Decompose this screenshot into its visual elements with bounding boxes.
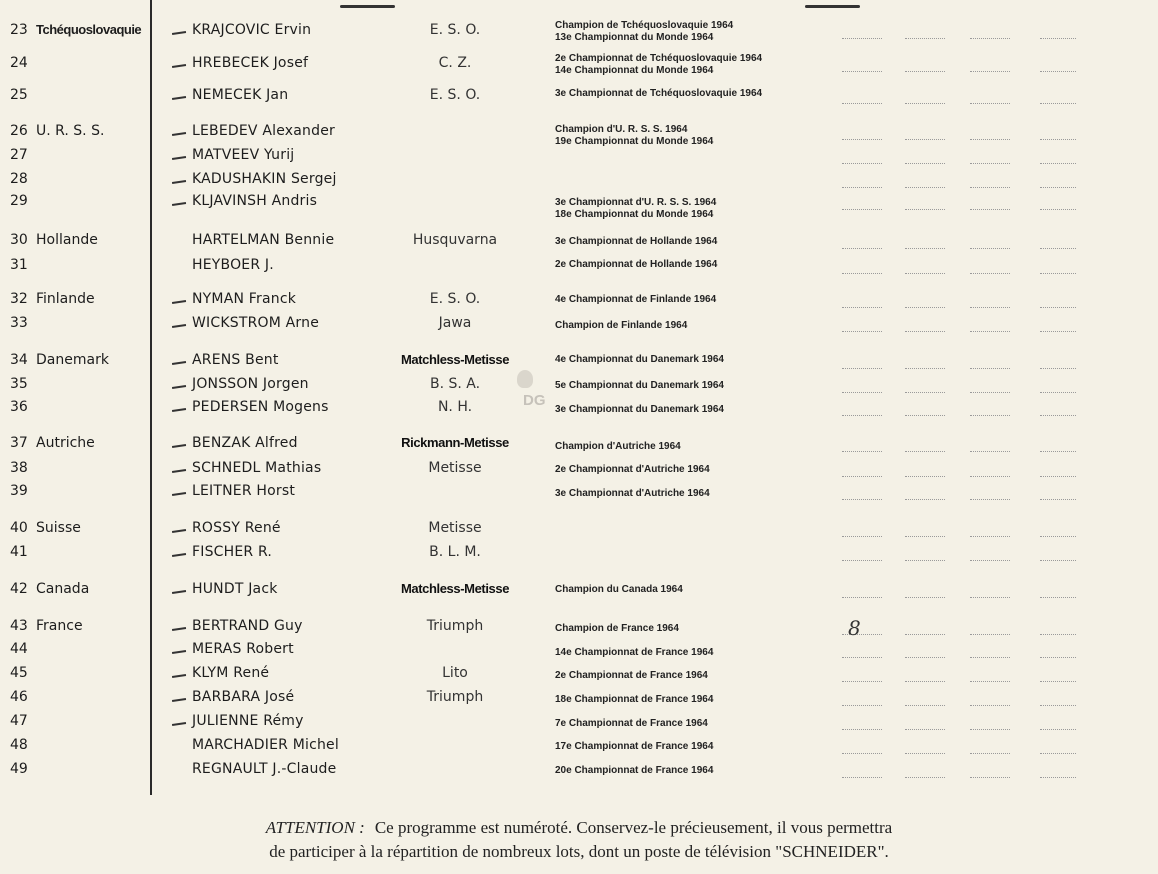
score-blank xyxy=(842,777,882,778)
rider-number: 45 xyxy=(10,665,28,681)
score-blank xyxy=(842,248,882,249)
rider-number: 27 xyxy=(10,147,28,163)
score-blank xyxy=(842,476,882,477)
score-blank xyxy=(970,103,1010,104)
score-blank xyxy=(1040,681,1076,682)
score-blank xyxy=(970,476,1010,477)
score-blank xyxy=(970,499,1010,500)
pencil-tick-mark xyxy=(172,722,186,725)
rider-row xyxy=(0,22,1158,42)
rider-name: LEBEDEV Alexander xyxy=(192,123,335,139)
score-blank xyxy=(1040,657,1076,658)
score-blank xyxy=(842,729,882,730)
rider-name: ARENS Bent xyxy=(192,352,279,368)
rider-number: 25 xyxy=(10,87,28,103)
rider-results xyxy=(555,404,724,416)
score-blank xyxy=(905,597,945,598)
rider-number: 48 xyxy=(10,737,28,753)
rider-number: 33 xyxy=(10,315,28,331)
rider-name: KADUSHAKIN Sergej xyxy=(192,171,337,187)
rider-name: MATVEEV Yurij xyxy=(192,147,295,163)
score-blank xyxy=(1040,415,1076,416)
rider-row xyxy=(0,315,1158,335)
motorcycle-make: Triumph xyxy=(426,689,484,705)
score-blank xyxy=(905,248,945,249)
motorcycle-make: E. S. O. xyxy=(429,22,481,38)
score-blank xyxy=(1040,597,1076,598)
score-blank xyxy=(970,597,1010,598)
motorcycle-make: Triumph xyxy=(426,618,484,634)
result-line: 7e Championnat de France 1964 xyxy=(555,718,708,729)
pencil-tick-mark xyxy=(172,590,186,593)
score-blank xyxy=(905,536,945,537)
score-blank xyxy=(842,753,882,754)
rider-row xyxy=(0,147,1158,167)
top-mark-right xyxy=(805,5,860,8)
footer-line-1: Ce programme est numéroté. Conservez-le précieusement, il vous permettra xyxy=(374,818,893,837)
rider-results xyxy=(555,765,713,777)
rider-results xyxy=(555,124,713,148)
score-blank xyxy=(842,273,882,274)
motorcycle-make: Metisse xyxy=(428,520,482,536)
rider-name: HARTELMAN Bennie xyxy=(192,232,335,248)
score-blank xyxy=(842,597,882,598)
country-name: Finlande xyxy=(36,291,95,307)
score-blank xyxy=(905,705,945,706)
score-blank xyxy=(905,163,945,164)
rider-results xyxy=(555,236,717,248)
score-blank xyxy=(905,209,945,210)
result-line: 19e Championnat du Monde 1964 xyxy=(555,136,714,147)
rider-results xyxy=(555,88,762,100)
rider-row xyxy=(0,713,1158,733)
score-blank xyxy=(970,187,1010,188)
stamp-text: DG xyxy=(523,392,546,409)
rider-name: MERAS Robert xyxy=(192,641,294,657)
score-blank xyxy=(905,38,945,39)
rider-results xyxy=(555,718,708,730)
motorcycle-make: Matchless-Metisse xyxy=(400,581,510,596)
pencil-tick-mark xyxy=(172,444,186,447)
pencil-tick-mark xyxy=(172,674,186,677)
score-blank xyxy=(1040,777,1076,778)
result-line: 5e Championnat du Danemark 1964 xyxy=(555,380,724,391)
motorcycle-make: Lito xyxy=(442,665,468,681)
score-blank xyxy=(905,657,945,658)
result-line: 18e Championnat de France 1964 xyxy=(555,694,714,705)
pencil-tick-mark xyxy=(172,698,186,701)
motorcycle-make: Husquvarna xyxy=(412,232,498,248)
rider-row xyxy=(0,55,1158,75)
result-line: Champion d'U. R. S. S. 1964 xyxy=(555,124,688,135)
pencil-tick-mark xyxy=(172,156,186,159)
result-line: Champion de France 1964 xyxy=(555,623,679,634)
score-blank xyxy=(905,560,945,561)
rider-row xyxy=(0,352,1158,372)
rider-number: 40 xyxy=(10,520,28,536)
score-blank xyxy=(905,392,945,393)
score-blank xyxy=(970,777,1010,778)
country-name: Danemark xyxy=(36,352,109,368)
rider-results xyxy=(555,741,713,753)
rider-number: 28 xyxy=(10,171,28,187)
pencil-tick-mark xyxy=(172,385,186,388)
rider-row xyxy=(0,291,1158,311)
result-line: 4e Championnat du Danemark 1964 xyxy=(555,354,724,365)
score-blank xyxy=(1040,71,1076,72)
score-blank xyxy=(970,38,1010,39)
rider-row xyxy=(0,193,1158,220)
rider-row xyxy=(0,689,1158,709)
rider-row xyxy=(0,257,1158,277)
score-blank xyxy=(905,71,945,72)
score-blank xyxy=(905,753,945,754)
score-blank xyxy=(970,753,1010,754)
result-line: 2e Championnat d'Autriche 1964 xyxy=(555,464,710,475)
rider-name: HUNDT Jack xyxy=(192,581,278,597)
rider-row xyxy=(0,641,1158,661)
rider-number: 43 xyxy=(10,618,28,634)
rider-row xyxy=(0,737,1158,757)
score-blank xyxy=(970,139,1010,140)
rider-results xyxy=(555,464,710,476)
score-blank xyxy=(1040,753,1076,754)
rider-number: 23 xyxy=(10,22,28,38)
score-blank xyxy=(1040,38,1076,39)
score-blank xyxy=(1040,103,1076,104)
score-blank xyxy=(842,415,882,416)
score-blank xyxy=(1040,187,1076,188)
score-blank xyxy=(842,209,882,210)
score-blank xyxy=(842,451,882,452)
rider-number: 44 xyxy=(10,641,28,657)
rider-results xyxy=(555,197,716,221)
result-line: 18e Championnat du Monde 1964 xyxy=(555,209,714,220)
result-line: Champion de Tchéquoslovaquie 1964 xyxy=(555,20,734,31)
rider-results xyxy=(555,694,713,706)
rider-number: 30 xyxy=(10,232,28,248)
score-blank xyxy=(842,331,882,332)
pencil-tick-mark xyxy=(172,132,186,135)
motorcycle-make: Metisse xyxy=(428,460,482,476)
rider-results xyxy=(555,259,717,271)
result-line: 2e Championnat de Hollande 1964 xyxy=(555,259,718,270)
rider-row xyxy=(0,171,1158,191)
score-blank xyxy=(842,38,882,39)
score-blank xyxy=(970,729,1010,730)
result-line: 3e Championnat du Danemark 1964 xyxy=(555,404,724,415)
score-blank xyxy=(1040,368,1076,369)
pencil-tick-mark xyxy=(172,469,186,472)
rider-number: 24 xyxy=(10,55,28,71)
score-blank xyxy=(1040,331,1076,332)
rider-name: PEDERSEN Mogens xyxy=(192,399,329,415)
rider-name: FISCHER R. xyxy=(192,544,273,560)
rider-name: BENZAK Alfred xyxy=(192,435,298,451)
score-blank xyxy=(842,499,882,500)
score-blank xyxy=(970,163,1010,164)
result-line: 2e Championnat de France 1964 xyxy=(555,670,708,681)
rider-name: MARCHADIER Michel xyxy=(192,737,339,753)
rider-results xyxy=(555,441,681,453)
result-line: 3e Championnat d'Autriche 1964 xyxy=(555,488,710,499)
score-blank xyxy=(905,307,945,308)
pencil-tick-mark xyxy=(172,180,186,183)
rider-results xyxy=(555,380,724,392)
rider-name: LEITNER Horst xyxy=(192,483,296,499)
score-blank xyxy=(905,139,945,140)
result-line: 17e Championnat de France 1964 xyxy=(555,741,714,752)
rider-number: 38 xyxy=(10,460,28,476)
score-blank xyxy=(1040,729,1076,730)
rider-number: 37 xyxy=(10,435,28,451)
rider-name: HREBECEK Josef xyxy=(192,55,309,71)
handwritten-mark: 8 xyxy=(848,616,861,640)
score-blank xyxy=(970,331,1010,332)
rider-results xyxy=(555,623,679,635)
rider-number: 34 xyxy=(10,352,28,368)
pencil-tick-mark xyxy=(172,408,186,411)
score-blank xyxy=(842,681,882,682)
score-blank xyxy=(842,307,882,308)
score-blank xyxy=(1040,634,1076,635)
score-blank xyxy=(970,273,1010,274)
rider-name: REGNAULT J.-Claude xyxy=(192,761,337,777)
score-blank xyxy=(1040,273,1076,274)
rider-results xyxy=(555,354,724,366)
score-blank xyxy=(970,536,1010,537)
rider-number: 31 xyxy=(10,257,28,273)
score-blank xyxy=(1040,451,1076,452)
score-blank xyxy=(1040,307,1076,308)
result-line: 3e Championnat de Tchéquoslovaquie 1964 xyxy=(555,88,763,99)
rider-row xyxy=(0,87,1158,107)
score-blank xyxy=(1040,705,1076,706)
motorcycle-make: B. S. A. xyxy=(429,376,481,392)
rider-number: 42 xyxy=(10,581,28,597)
rider-number: 35 xyxy=(10,376,28,392)
footer-notice xyxy=(0,816,1158,864)
result-line: 14e Championnat de France 1964 xyxy=(555,647,714,658)
score-blank xyxy=(1040,209,1076,210)
rider-number: 29 xyxy=(10,193,28,209)
score-blank xyxy=(842,392,882,393)
rider-results xyxy=(555,320,687,332)
country-name: Hollande xyxy=(36,232,98,248)
country-name: Suisse xyxy=(36,520,81,536)
rider-number: 32 xyxy=(10,291,28,307)
pencil-tick-mark xyxy=(172,529,186,532)
score-blank xyxy=(1040,476,1076,477)
country-name: Autriche xyxy=(36,435,95,451)
collector-stamp xyxy=(515,362,557,418)
rider-results xyxy=(555,584,683,596)
score-blank xyxy=(905,415,945,416)
score-blank xyxy=(842,139,882,140)
country-name: France xyxy=(36,618,83,634)
score-blank xyxy=(905,103,945,104)
result-line: 3e Championnat de Hollande 1964 xyxy=(555,236,718,247)
rider-name: JULIENNE Rémy xyxy=(192,713,304,729)
rider-row xyxy=(0,435,1158,455)
rider-row xyxy=(0,399,1158,419)
score-blank xyxy=(970,560,1010,561)
rider-name: KLYM René xyxy=(192,665,270,681)
footer-line-2: de participer à la répartition de nombreux lots, dont un poste de télévision "SCHNEIDER". xyxy=(269,842,889,861)
score-blank xyxy=(1040,560,1076,561)
score-blank xyxy=(970,71,1010,72)
rider-row xyxy=(0,581,1158,601)
result-line: 14e Championnat du Monde 1964 xyxy=(555,65,714,76)
score-blank xyxy=(970,705,1010,706)
pencil-tick-mark xyxy=(172,96,186,99)
rider-number: 41 xyxy=(10,544,28,560)
rider-number: 46 xyxy=(10,689,28,705)
top-mark-left xyxy=(340,5,395,8)
score-blank xyxy=(1040,139,1076,140)
motorcycle-make: Jawa xyxy=(438,315,472,331)
rider-row xyxy=(0,665,1158,685)
rider-name: NEMECEK Jan xyxy=(192,87,289,103)
rider-results xyxy=(555,20,733,44)
motorcycle-make: N. H. xyxy=(437,399,473,415)
result-line: 4e Championnat de Finlande 1964 xyxy=(555,294,717,305)
score-blank xyxy=(842,705,882,706)
score-blank xyxy=(905,451,945,452)
score-blank xyxy=(842,368,882,369)
rider-results xyxy=(555,647,713,659)
rider-row xyxy=(0,232,1158,252)
rider-number: 39 xyxy=(10,483,28,499)
score-blank xyxy=(842,103,882,104)
rider-name: KRAJCOVIC Ervin xyxy=(192,22,312,38)
rider-row xyxy=(0,123,1158,147)
pencil-tick-mark xyxy=(172,64,186,67)
rider-name: HEYBOER J. xyxy=(192,257,274,273)
country-name: Tchéquoslovaquie xyxy=(36,22,142,37)
score-blank xyxy=(970,451,1010,452)
rider-row xyxy=(0,761,1158,781)
score-blank xyxy=(842,536,882,537)
rider-row xyxy=(0,544,1158,564)
score-blank xyxy=(905,499,945,500)
score-blank xyxy=(905,634,945,635)
score-blank xyxy=(1040,163,1076,164)
score-blank xyxy=(905,777,945,778)
rider-row xyxy=(0,618,1158,638)
result-line: Champion du Canada 1964 xyxy=(555,584,683,595)
score-blank xyxy=(905,187,945,188)
pencil-tick-mark xyxy=(172,361,186,364)
rider-name: BERTRAND Guy xyxy=(192,618,303,634)
pencil-tick-mark xyxy=(172,324,186,327)
rider-results xyxy=(555,488,710,500)
score-blank xyxy=(970,657,1010,658)
rider-row xyxy=(0,483,1158,503)
rider-name: JONSSON Jorgen xyxy=(192,376,309,392)
pencil-tick-mark xyxy=(172,492,186,495)
score-blank xyxy=(905,681,945,682)
result-line: Champion d'Autriche 1964 xyxy=(555,441,681,452)
score-blank xyxy=(970,368,1010,369)
motorcycle-make: Rickmann-Metisse xyxy=(401,435,509,450)
motorcycle-make: Matchless-Metisse xyxy=(400,352,510,367)
score-blank xyxy=(842,71,882,72)
score-blank xyxy=(970,634,1010,635)
rider-row xyxy=(0,376,1158,396)
rider-number: 49 xyxy=(10,761,28,777)
score-blank xyxy=(842,560,882,561)
score-blank xyxy=(970,248,1010,249)
pencil-tick-mark xyxy=(172,650,186,653)
score-blank xyxy=(905,368,945,369)
pencil-tick-mark xyxy=(172,202,186,205)
score-blank xyxy=(905,729,945,730)
rider-number: 47 xyxy=(10,713,28,729)
result-line: Champion de Finlande 1964 xyxy=(555,320,688,331)
pencil-tick-mark xyxy=(172,627,186,630)
score-blank xyxy=(970,307,1010,308)
country-name: Canada xyxy=(36,581,90,597)
score-blank xyxy=(1040,499,1076,500)
score-blank xyxy=(970,209,1010,210)
result-line: 2e Championnat de Tchéquoslovaquie 1964 xyxy=(555,53,763,64)
rider-name: ROSSY René xyxy=(192,520,281,536)
result-line: 3e Championnat d'U. R. S. S. 1964 xyxy=(555,197,717,208)
rider-name: WICKSTROM Arne xyxy=(192,315,320,331)
pencil-tick-mark xyxy=(172,31,186,34)
score-blank xyxy=(842,163,882,164)
rider-row xyxy=(0,460,1158,480)
rider-name: BARBARA José xyxy=(192,689,295,705)
rider-results xyxy=(555,294,716,306)
country-name: U. R. S. S. xyxy=(36,123,105,139)
result-line: 13e Championnat du Monde 1964 xyxy=(555,32,714,43)
rider-row xyxy=(0,520,1158,540)
score-blank xyxy=(905,476,945,477)
score-blank xyxy=(1040,248,1076,249)
score-blank xyxy=(842,657,882,658)
stamp-portrait-icon xyxy=(517,370,533,388)
rider-name: NYMAN Franck xyxy=(192,291,297,307)
score-blank xyxy=(970,681,1010,682)
motorcycle-make: E. S. O. xyxy=(429,87,481,103)
rider-number: 26 xyxy=(10,123,28,139)
rider-results xyxy=(555,53,762,77)
rider-number: 36 xyxy=(10,399,28,415)
score-blank xyxy=(1040,392,1076,393)
score-blank xyxy=(1040,536,1076,537)
motorcycle-make: B. L. M. xyxy=(429,544,481,560)
rider-results xyxy=(555,670,708,682)
score-blank xyxy=(905,331,945,332)
result-line: 20e Championnat de France 1964 xyxy=(555,765,714,776)
motorcycle-make: E. S. O. xyxy=(429,291,481,307)
rider-name: SCHNEDL Mathias xyxy=(192,460,322,476)
score-blank xyxy=(842,187,882,188)
pencil-tick-mark xyxy=(172,300,186,303)
score-blank xyxy=(970,415,1010,416)
score-blank xyxy=(905,273,945,274)
rider-name: KLJAVINSH Andris xyxy=(192,193,318,209)
score-blank xyxy=(970,392,1010,393)
pencil-tick-mark xyxy=(172,553,186,556)
attention-label: ATTENTION : xyxy=(265,818,365,837)
motorcycle-make: C. Z. xyxy=(438,55,472,71)
